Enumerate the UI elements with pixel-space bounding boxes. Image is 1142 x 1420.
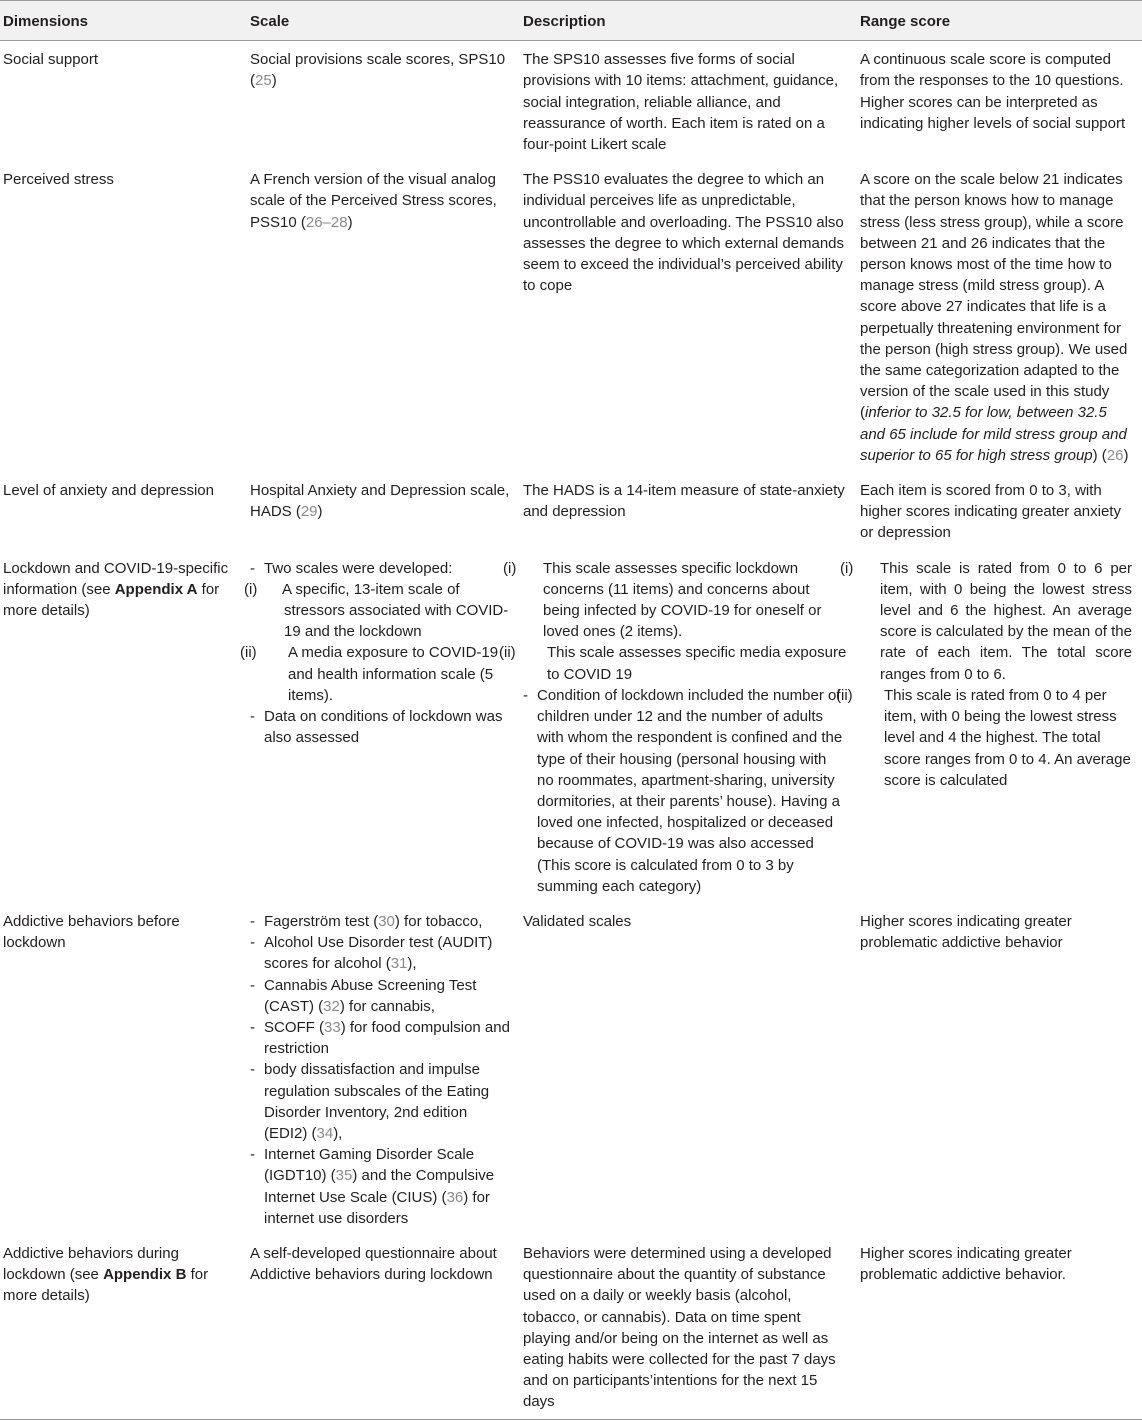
sub-item: (ii) This scale assesses specific media exposure to COVID 19: [499, 644, 847, 683]
range-cell: A score on the scale below 21 indicates that the person knows how to manage stress (less stress group), while a score between 21 and 26 indicates that the person knows most of the time how to manage stress (mild stress group). A score above 27 indicates that life is a perpetually threatening environment for the person (high stress group). We used the same categorization adapted to the version of the scale used in this study (inferior to 32.5 for low, between 32.5 and 65 include for mild stress group and superior to 65 for high stress group) (26): [860, 171, 1129, 464]
scale-cell: Hospital Anxiety and Depression scale, HADS (29): [250, 482, 510, 521]
description-cell: The SPS10 assesses five forms of social provisions with 10 items: attachment, guidance, social integration, reliable alliance, and reassurance of worth. Each item is rated on a four-point Likert scale: [523, 51, 839, 154]
dimension-cell: Perceived stress: [3, 171, 114, 189]
table-row: [0, 1235, 1142, 1419]
appendix-link[interactable]: Appendix A: [114, 580, 198, 598]
reference-link[interactable]: 36: [446, 1188, 464, 1206]
dimension-cell: Addictive behaviors before lockdown: [3, 912, 180, 952]
description-cell: Validated scales: [523, 912, 632, 930]
table-header: [0, 1, 1142, 41]
dimension-cell: Level of anxiety and depression: [3, 482, 214, 500]
table-row: [0, 550, 1142, 903]
table-row: [0, 161, 1142, 472]
dimension-cell: Lockdown and COVID-19-specific information (see Appendix A for more details): [3, 559, 229, 620]
scale-list: [250, 911, 510, 1229]
sub-item: (ii) This scale is rated from 0 to 4 per item, with 0 being the lowest stress level and 4 the highest. The total score ranges from 0 to 4. An average score is calculated: [836, 686, 1131, 789]
reference-link[interactable]: 26–28: [305, 213, 348, 231]
description-cell: The HADS is a 14-item measure of state-anxiety and depression: [523, 482, 845, 521]
header-dimensions: Dimensions: [0, 1, 247, 41]
description-list: [523, 685, 847, 897]
sub-item: (i) This scale is rated from 0 to 6 per item, with 0 being the lowest stress level and 6 the highest. An average score is calculated by the mean of the rate of each item. The total score ranges from 0 to 6.: [840, 559, 1132, 683]
description-cell: The PSS10 evaluates the degree to which an individual perceives life as unpredictable, uncontrollable and overloading. The PSS10 also assesses the degree to which external demands seem to exceed the individual’s perceived ability to cope: [523, 171, 845, 295]
dimension-cell: Social support: [3, 51, 99, 69]
table-body: [0, 41, 1142, 1419]
dimension-cell: Addictive behaviors during lockdown (see Appendix B for more details): [0, 1235, 247, 1419]
header-range-score: Range score: [857, 1, 1142, 41]
reference-link[interactable]: 29: [300, 503, 318, 521]
range-cell: Each item is scored from 0 to 3, with higher scores indicating greater anxiety or depression: [860, 482, 1121, 542]
list-item: - body dissatisfaction and impulse regulation subscales of the Eating Disorder Inventory, 2nd edition (EDI2) (34),: [250, 1059, 510, 1144]
table-row: [0, 472, 1142, 550]
sub-item: (ii) A media exposure to COVID-19 and health information scale (5 items).: [240, 644, 499, 704]
list-item: - Fagerström test (30) for tobacco,: [250, 911, 510, 932]
list-item: - Two scales were developed: (i) A specific, 13-item scale of stressors associated with COVID-19 and the lockdown (ii) A media exposure to COVID-19 and health information scale (5 items).: [250, 558, 510, 706]
header-scale: Scale: [247, 1, 520, 41]
range-cell: [836, 550, 1142, 903]
reference-link[interactable]: 31: [390, 955, 408, 973]
range-cell: A continuous scale score is computed from the responses to the 10 questions. Higher scores can be interpreted as indicating higher levels of social support: [860, 51, 1126, 132]
sub-item: (i) A specific, 13-item scale of stressors associated with COVID-19 and the lockdown: [244, 580, 509, 641]
header-description: Description: [520, 1, 857, 41]
reference-link[interactable]: 30: [378, 912, 395, 930]
scale-cell: [240, 550, 520, 903]
table-row: [0, 903, 1142, 1235]
reference-link[interactable]: 32: [323, 997, 340, 1015]
sub-item: (i) This scale assesses specific lockdown concerns (11 items) and concerns about being infected by COVID-19 for oneself or loved ones (2 items).: [503, 559, 822, 641]
list-item: - Alcohol Use Disorder test (AUDIT) scores for alcohol (31),: [250, 932, 510, 974]
table-row: [0, 41, 1142, 162]
reference-link[interactable]: 25: [255, 72, 272, 90]
scale-list: [240, 558, 510, 749]
reference-link[interactable]: 26: [1106, 446, 1124, 464]
reference-link[interactable]: 35: [335, 1167, 353, 1185]
description-cell: [499, 550, 857, 903]
reference-link[interactable]: 34: [316, 1124, 334, 1142]
list-item: - Condition of lockdown included the number of children under 12 and the number of adults with whom the respondent is confined and the type of their housing (personal housing with no roommates, apartment-sharing, university dormitories, at their parents’ house). Having a loved one infected, hospitalized or deceased because of COVID-19 was also accessed (This score is calculated from 0 to 3 by summing each category): [523, 685, 847, 897]
appendix-link[interactable]: Appendix B: [103, 1266, 187, 1284]
list-item: - Data on conditions of lockdown was also assessed: [250, 706, 510, 748]
scale-cell: A self-developed questionnaire about Addictive behaviors during lockdown: [247, 1235, 520, 1419]
scale-cell: [247, 903, 520, 1235]
list-item: - Internet Gaming Disorder Scale (IGDT10) (35) and the Compulsive Internet Use Scale (CIUS) (36) for internet use disorders: [250, 1144, 510, 1229]
reference-link[interactable]: 33: [324, 1018, 341, 1036]
list-item: - SCOFF (33) for food compulsion and restriction: [250, 1017, 510, 1059]
description-cell: Behaviors were determined using a developed questionnaire about the quantity of substance used on a daily or weekly basis (alcohol, tobacco, or cannabis). Data on time spent playing and/or being on the internet as well as eating habits were collected for the past 7 days and on participants’intentions for the next 15 days: [520, 1235, 857, 1419]
header-row: [0, 1, 1142, 41]
list-item: - Cannabis Abuse Screening Test (CAST) (32) for cannabis,: [250, 975, 510, 1017]
range-cell: Higher scores indicating greater problematic addictive behavior.: [857, 1235, 1142, 1419]
scale-cell: Social provisions scale scores, SPS10 (25): [250, 51, 506, 90]
scale-cell: A French version of the visual analog scale of the Perceived Stress scores, PSS10 (26–28): [250, 171, 497, 231]
range-cell: Higher scores indicating greater problematic addictive behavior: [860, 912, 1072, 952]
